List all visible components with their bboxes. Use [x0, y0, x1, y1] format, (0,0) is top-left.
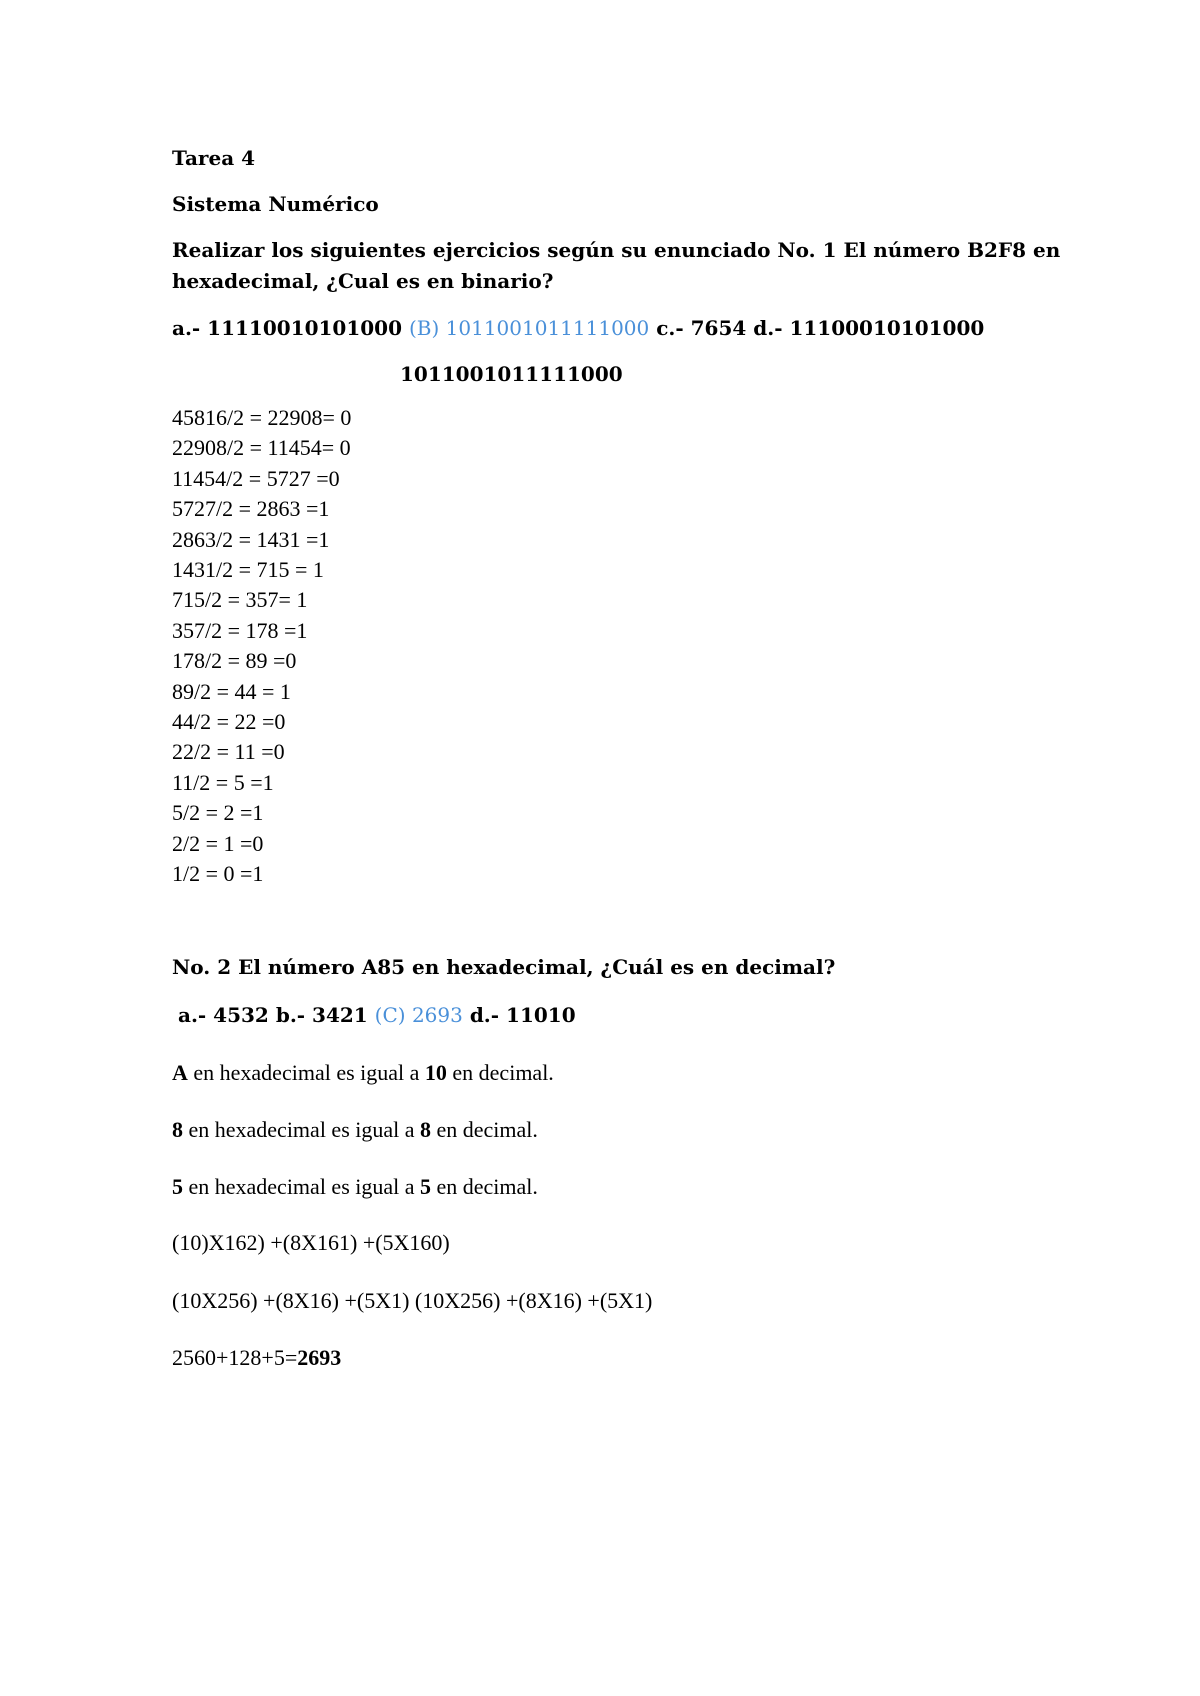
hex-line-end: en decimal. [446, 1060, 554, 1085]
question-1-prompt-line-2: hexadecimal, ¿Cual es en binario? [172, 269, 554, 293]
division-step: 22/2 = 11 =0 [172, 739, 285, 765]
decimal-value: 8 [420, 1117, 432, 1142]
page-title: Tarea 4 [172, 146, 256, 170]
division-step: 5727/2 = 2863 =1 [172, 496, 330, 522]
question-2-prompt: No. 2 El número A85 en hexadecimal, ¿Cuál es en decimal? [172, 955, 836, 979]
q2-option-c-answer: (C) 2693 [374, 1003, 463, 1027]
q1-option-c: c.- 7654 [656, 316, 747, 340]
division-step: 178/2 = 89 =0 [172, 648, 297, 674]
hex-digit-line [172, 1060, 554, 1086]
division-step: 22908/2 = 11454= 0 [172, 435, 351, 461]
hex-line-text: en hexadecimal es igual a [183, 1174, 421, 1199]
sum-prefix: 2560+128+5= [172, 1345, 298, 1370]
hex-line-end: en decimal. [431, 1174, 538, 1199]
hex-line-text: en hexadecimal es igual a [187, 1060, 425, 1085]
q1-result: 1011001011111000 [400, 362, 623, 386]
division-step: 2863/2 = 1431 =1 [172, 526, 330, 552]
decimal-value: 5 [420, 1174, 432, 1199]
expression-powers: (10)X162) +(8X161) +(5X160) [172, 1230, 450, 1255]
hex-digit-line [172, 1174, 538, 1200]
expression-expanded: (10X256) +(8X16) +(5X1) (10X256) +(8X16) +(5X1) [172, 1288, 653, 1313]
hex-digit-line [172, 1117, 538, 1143]
hex-line-text: en hexadecimal es igual a [183, 1117, 421, 1142]
division-step: 2/2 = 1 =0 [172, 830, 264, 856]
hex-line-end: en decimal. [431, 1117, 538, 1142]
page-subtitle: Sistema Numérico [172, 192, 379, 216]
q2-option-b: b.- 3421 [275, 1003, 368, 1027]
q1-division-steps [172, 403, 351, 890]
hex-digit: 8 [172, 1117, 183, 1142]
q1-option-a: a.- 11110010101000 [172, 316, 403, 340]
hex-digit: A [172, 1060, 188, 1085]
decimal-value: 10 [424, 1060, 447, 1085]
division-step: 715/2 = 357= 1 [172, 587, 308, 613]
q1-option-d: d.- 11100010101000 [753, 316, 985, 340]
q1-option-b-answer: (B) 1011001011111000 [408, 316, 650, 340]
division-step: 357/2 = 178 =1 [172, 617, 308, 643]
division-step: 1431/2 = 715 = 1 [172, 557, 324, 583]
q2-option-d: d.- 11010 [469, 1003, 576, 1027]
division-step: 5/2 = 2 =1 [172, 800, 264, 826]
question-2-options [178, 1003, 576, 1027]
division-step: 11/2 = 5 =1 [172, 769, 274, 795]
division-step: 89/2 = 44 = 1 [172, 678, 291, 704]
division-step: 11454/2 = 5727 =0 [172, 465, 340, 491]
sum-line [172, 1345, 341, 1371]
sum-result: 2693 [297, 1345, 342, 1370]
division-step: 45816/2 = 22908= 0 [172, 405, 352, 430]
q2-option-a: a.- 4532 [178, 1003, 269, 1027]
hex-digit: 5 [172, 1174, 183, 1199]
division-step: 44/2 = 22 =0 [172, 709, 286, 735]
question-1-options [172, 316, 984, 340]
question-1-prompt-line-1: Realizar los siguientes ejercicios según su enunciado No. 1 El número B2F8 en [172, 238, 1061, 262]
division-step: 1/2 = 0 =1 [172, 861, 264, 887]
